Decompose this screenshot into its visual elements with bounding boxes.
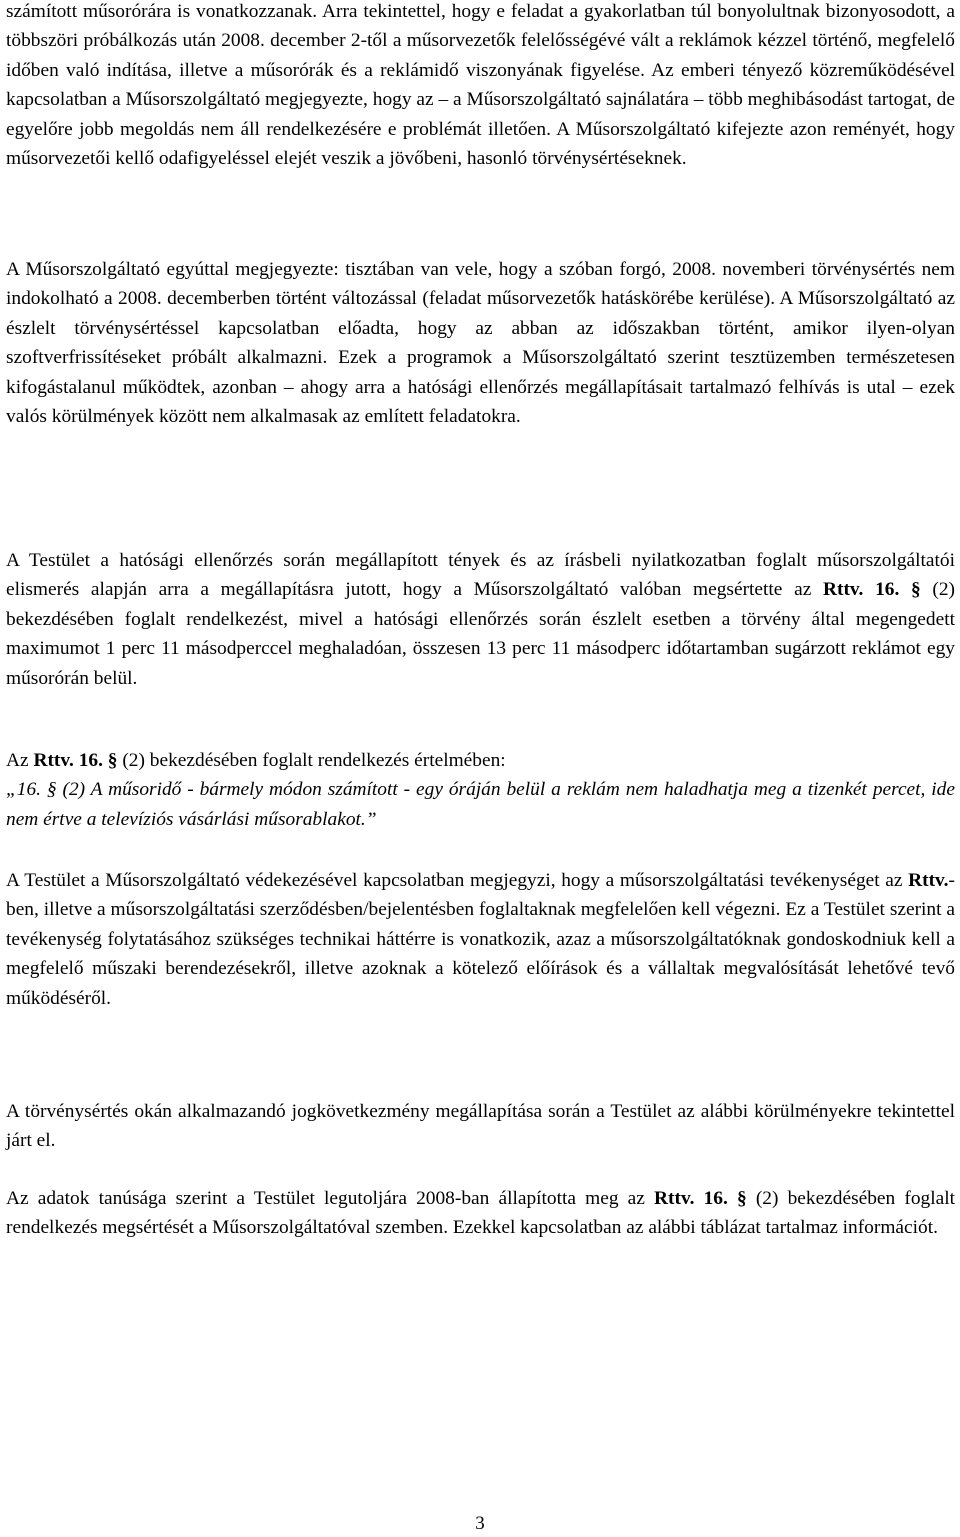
paragraph-5 bbox=[6, 866, 955, 1013]
paragraph-3-text-after: (2) bekezdésében foglalt rendelkezést, mivel a hatósági ellenőrzés során észlelt esetben a törvény által megengedett maximumot 1 perc 11 másodperccel meghaladóan, összesen 13 perc 11 másodperc időtartamban sugárzott reklámot egy műsorórán belül. bbox=[6, 579, 956, 689]
section-sign: § bbox=[899, 579, 921, 601]
page-number: 3 bbox=[475, 1513, 485, 1534]
section-sign: § bbox=[102, 750, 118, 771]
paragraph-5-text-before: A Testület a Műsorszolgáltató védekezésével kapcsolatban megjegyzi, hogy a műsorszolgáltatási tevékenységet az bbox=[6, 870, 909, 891]
law-reference: Rttv. 16. bbox=[33, 750, 103, 771]
paragraph-7-text-after: (2) bekezdésében foglalt rendelkezés megsértését a Műsorszolgáltatóval szemben. Ezekkel kapcsolatban az alábbi táblázat tartalmaz információt. bbox=[6, 1188, 955, 1239]
section-sign: § bbox=[727, 1188, 747, 1209]
law-quote: „16. § (2) A műsoridő - bármely módon számított - egy óráján belül a reklám nem haladhatja meg a tizenkét percet, ide nem értve a televíziós vásárlási műsorablakot.” bbox=[6, 779, 955, 830]
paragraph-3-text-before: A Testület a hatósági ellenőrzés során megállapított tények és az írásbeli nyilatkozatban foglalt műsorszolgáltatói elismerés alapján arra a megállapításra jutott, hogy a Műsorszolgáltató valóban megsértette az bbox=[6, 550, 955, 601]
law-reference: Rttv. bbox=[908, 870, 949, 891]
paragraph-7-text-before: Az adatok tanúsága szerint a Testület legutoljára 2008-ban állapította meg az bbox=[6, 1188, 655, 1209]
paragraph-4 bbox=[6, 746, 955, 834]
paragraph-4-text-before: Az bbox=[6, 750, 34, 771]
paragraph-2: A Műsorszolgáltató egyúttal megjegyezte: tisztában van vele, hogy a szóban forgó, 2008. novemberi törvénysértés nem indokolható a 2008. decemberben történt változással (feladat műsorvezetők hatáskörébe kerülése). A Műsorszolgáltató az észlelt törvénysértéssel kapcsolatban előadta, hogy az abban az időszakban történt, amikor ilyen-olyan szoftverfrissítéseket próbált alkalmazni. Ezek a programok a Műsorszolgáltató szerint tesztüzemben természetesen kifogástalanul működtek, azonban – ahogy arra a hatósági ellenőrzés megállapításait tartalmazó felhívás is utal – ezek valós körülmények között nem alkalmasak az említett feladatokra. bbox=[6, 259, 955, 428]
paragraph-3 bbox=[6, 546, 955, 693]
paragraph-1: számított műsorórára is vonatkozzanak. Arra tekintettel, hogy e feladat a gyakorlatban túl bonyolultnak bizonyosodott, a többszöri próbálkozás után 2008. december 2-től a műsorvezetők felelősségévé vált a reklámok kézzel történő, megfelelő időben való indítása, illetve a műsorórák és a reklámidő viszonyának figyelése. Az emberi tényező közreműködésével kapcsolatban a Műsorszolgáltató megjegyezte, hogy az – a Műsorszolgáltató sajnálatára – több meghibásodást tartogat, de egyelőre jobb megoldás nem áll rendelkezésére e problémát illetően. A Műsorszolgáltató kifejezte azon reményét, hogy műsorvezetői kellő odafigyeléssel elejét veszik a jövőbeni, hasonló törvénysértéseknek. bbox=[6, 1, 955, 170]
law-reference: Rttv. 16. bbox=[654, 1188, 728, 1209]
paragraph-7 bbox=[6, 1184, 955, 1243]
paragraph-5-text-after: -ben, illetve a műsorszolgáltatási szerződésben/bejelentésben foglaltaknak megfelelően kell végezni. Ez a Testület szerint a tevékenység folytatásához szükséges technikai háttérre is vonatkozik, azaz a műsorszolgáltatóknak gondoskodniuk kell a megfelelő műszaki berendezésekről, illetve azoknak a kötelező előírások és a vállaltak megvalósítását lehetővé tevő működéséről. bbox=[6, 870, 955, 1009]
law-reference: Rttv. 16. bbox=[823, 579, 900, 601]
paragraph-6: A törvénysértés okán alkalmazandó jogkövetkezmény megállapítása során a Testület az alábbi körülményekre tekintettel járt el. bbox=[6, 1101, 955, 1152]
paragraph-4-text-after: (2) bekezdésében foglalt rendelkezés értelmében: bbox=[117, 750, 506, 771]
